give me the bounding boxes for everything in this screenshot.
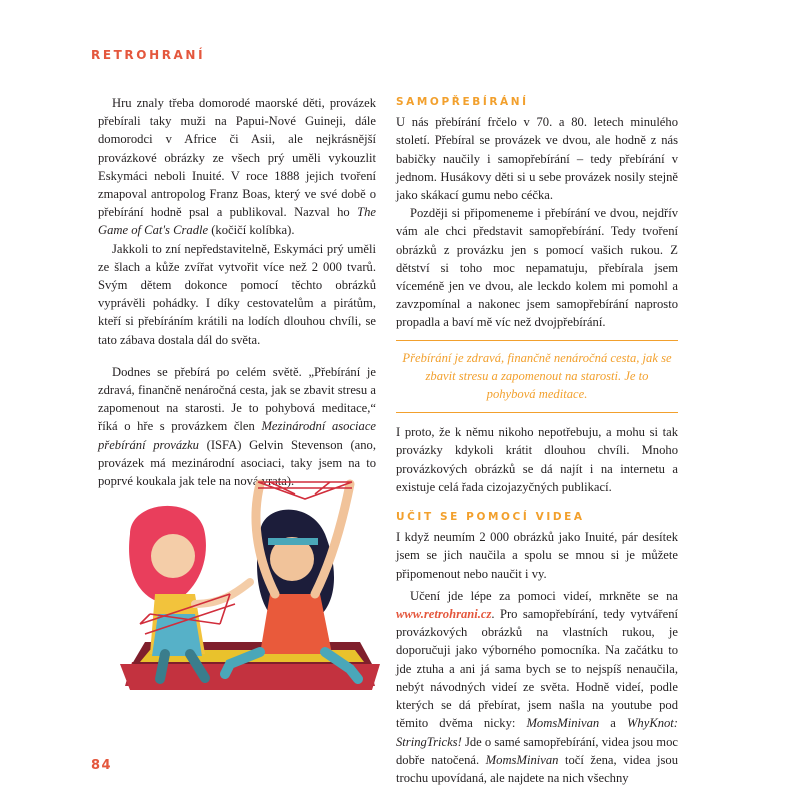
left-paragraph-1: Hru znaly třeba domorodé maorské děti, provázek přebírali taky muži na Papui-Nové Guineji, dále domorodci v Africe či Asii, ale nejkrásnější provázkové obrázky ze všech prý uměli vykouzlit Eskymáci neboli Inuité. V roce 1888 jejich tvoření zmapoval antropolog Franz Boas, který ve své době o přebírání hodně psal a publikoval. Nazval ho The Game of Cat's Cradle (kočičí kolíbka).: [98, 96, 376, 238]
page-number: 84: [91, 758, 113, 773]
right-paragraph-2: Později si připomeneme i přebírání ve dvou, nejdřív vám ale chci představit samopřebírání. Tedy tvoření obrázků z provázku jen s pomocí vašich rukou. Z dětství si toho moc nepamatuju, přebírala jsem víceméně jen ve dvou, ale leckdo kolem mi pomohl a zavzpomínal a nakonec jsem samopřebírání naprosto propadla a baví mě víc než dvojpřebírání.: [396, 206, 678, 330]
section-heading-video: UČIT SE POMOCÍ VIDEA: [396, 511, 585, 524]
left-paragraph-2: Jakkoli to zní nepředstavitelně, Eskymáci prý uměli ze šlach a kůže zvířat vytvořit více než 2 000 tvarů. Svým dětem dokonce pomocí těchto obrázků vyprávěli pohádky. I díky cestovatelům a pirátům, kteří si přebíráním krátili na lodích dlouhou chvíli, se tato zábava dostala dál do světa.: [98, 241, 376, 347]
right-paragraph-3: I proto, že k němu nikoho nepotřebuju, a mohu si tak provázky kdykoli krátit dlouhou chvíli. Mnoho provázkových obrázků se dá najít i na internetu a existuje celá řada cizojazyčných publikací.: [396, 425, 678, 494]
pull-quote: Přebírání je zdravá, finančně nenáročná cesta, jak se zbavit stresu a zapomenout na starosti. Je to pohybová meditace.: [396, 340, 678, 414]
girl-right-body: [260, 594, 332, 654]
right-paragraph-5: Učení jde lépe za pomoci videí, mrkněte se na www.retrohrani.cz. Pro samopřebírání, tedy vytváření provázkových obrázků na vlastních rukou, je doporučuji jako výborného pomocníka. Na začátku to jde ztuha a ani já sama bych se to nejspíš nenaučila, nebýt návodných videí ze světa. Hodně videí, podle kterých se dá přebírat, jsem našla na youtube pod těmito dvěma nicky: MomsMinivan a WhyKnot: StringTricks! Jde o samé samopřebírání, videa jsou moc dobře natočená. MomsMinivan točí žena, videa jsou trochu upovídaná, ale najdete na nich všechny: [396, 588, 679, 785]
girl-left-face: [151, 534, 195, 578]
left-paragraph-3: Dodnes se přebírá po celém světě. „Přebírání je zdravá, finančně nenáročná cesta, jak se zbavit stresu a zapomenout na starosti. Je to pohybová meditace,“ říká o hře s provázkem člen Mezinárodní asociace přebírání provázku (ISFA) Gelvin Stevenson (ano, provázek má mezinárodní asociaci, taky jsem na to poprvé koukala jak tele na nová vrata).: [98, 364, 377, 489]
website-link[interactable]: www.retrohrani.cz: [396, 607, 492, 622]
girl-right-headband: [268, 538, 318, 545]
right-paragraph-4: I když neumím 2 000 obrázků jako Inuité, pár desítek jsem se jich naučila a spolu se mnou si je můžete připomenout nebo naučit i vy.: [396, 530, 678, 581]
girl-left-arm: [195, 582, 250, 604]
left-column: [98, 94, 376, 490]
right-column: [396, 93, 678, 787]
section-heading-samoprebirani: SAMOPŘEBÍRÁNÍ: [396, 96, 529, 108]
string-figure-top: [258, 482, 352, 499]
right-paragraph-1: U nás přebírání frčelo v 70. a 80. letech minulého století. Přebíral se provázek ve dvou, ale hodně z nás babičky naučily i samopřebírání – tedy přebírání v jednom. Husákovy děti si u sebe provázek nosily stejně jako skákací gumu nebo céčka.: [396, 115, 678, 203]
running-head: RETROHRANÍ: [91, 48, 206, 62]
illustration-girls-string-game: [110, 464, 395, 704]
